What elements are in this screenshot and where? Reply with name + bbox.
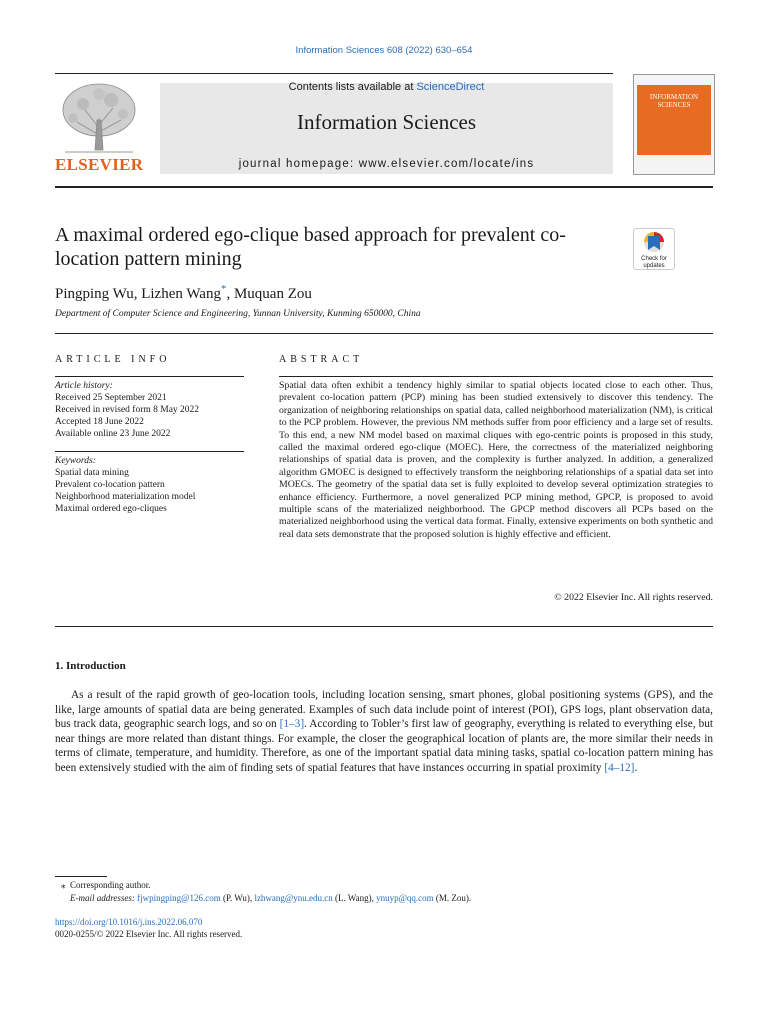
email-link[interactable]: fjwpingping@126.com [137,893,221,903]
abstract-bottom-rule [55,626,713,627]
keyword: Maximal ordered ego-cliques [55,504,167,514]
sciencedirect-link[interactable]: ScienceDirect [416,81,485,93]
keywords: Keywords: Spatial data mining Prevalent co-location pattern Neighborhood materialization model Maximal ordered ego-cliques [55,455,245,515]
citation-link[interactable]: [1–3] [279,718,305,731]
abstract-text: Spatial data often exhibit a tendency highly similar to spatial objects located close to each other. Thus, prevalent co-location pattern (PCP) mining has been studied extensively to discover this tendency. The organization of neighboring relationships on spatial data, called neighborhood materialization (NM), is critical to the PCP problem. However, the previous NM methods suffer from poor efficiency and a large set of results. To this end, a new NM model based on maximal cliques with ego-centric points is proposed in this study, called the maximal ordered ego-clique (MOEC). Here, the correctness of the materialized neighboring relationships of spatial data is proven, and the complexity is further analyzed. In addition, a generalized algorithm GMOEC is designed to effectively transform the neighboring relationships of a spatial data set into MOECs. The geometry of the spatial data set is fully exploited to develop several optimization strategies to enhance efficiency. Furthermore, a novel generalized PCP mining method, GPCP, is proposed to avoid multiple scans of the materialized neighborhood. The GPCP method discovers all PCPs based on the materialized neighborhood using the vertical data format. Finally, extensive experiments on both synthetic and real data sets demonstrate that the proposed solution is highly effective and efficient. [279,380,713,540]
keyword: Spatial data mining [55,468,129,478]
header-top-rule [55,73,613,74]
email-footnote: E-mail addresses: fjwpingping@126.com (P. Wu), lzhwang@ynu.edu.cn (L. Wang), ynuyp@qq.com (M. Zou). [70,893,472,903]
crossmark-label: Check for updates [641,256,667,269]
journal-homepage[interactable]: journal homepage: www.elsevier.com/locate/ins [238,158,535,170]
header-bottom-rule [55,186,713,188]
journal-citation[interactable]: Information Sciences 608 (2022) 630–654 [295,45,473,56]
article-info-heading: ARTICLE INFO [55,354,171,365]
keyword: Neighborhood materialization model [55,492,196,502]
crossmark-icon [634,229,674,257]
corresponding-author-footnote: ⁎ Corresponding author. [61,880,151,890]
citation-link[interactable]: [4–12] [604,761,635,774]
article-info-rule [55,376,244,377]
author-list: Pingping Wu, Lizhen Wang*, Muquan Zou [55,283,312,302]
article-history: Article history: Received 25 September 2021 Received in revised form 8 May 2022 Accepted 18 June 2022 Available online 23 June 2022 [55,381,200,439]
section-heading-introduction: 1. Introduction [55,660,126,672]
footnote-rule [55,876,107,877]
abstract-rule [279,376,713,377]
journal-cover-thumbnail[interactable] [633,74,715,175]
elsevier-wordmark: ELSEVIER [55,155,144,174]
contents-availability: Contents lists available at ScienceDirect [288,81,485,93]
doi-link[interactable]: https://doi.org/10.1016/j.ins.2022.06.070 [55,917,203,927]
author-name: Muquan Zou [233,286,312,302]
author-name: Pingping Wu [55,286,134,302]
keyword: Prevalent co-location pattern [55,480,165,490]
check-for-updates-badge[interactable] [633,228,675,270]
introduction-paragraph: As a result of the rapid growth of geo-location tools, including location sensing, smart phones, global positioning systems (GPS), and the like, large amounts of spatial data are being generated. Examples of such data include point of interest (POI), GPS logs, plant observation data, bus track data, geographic search logs, and so on [1–3]. According to Tobler’s first law of geography, everything is related to everything else, but near things are more related than distant things. For example, the closer the geographical location of plants are, the more similar their needs in terms of climate, temperature, and humidity. Therefore, as one of the important spatial data mining tasks, spatial co-location pattern mining has been extensively studied with the aim of finding sets of spatial features that have instances occurring in spatial proximity [4–12]. [55,689,714,774]
affiliation: Department of Computer Science and Engineering, Yunnan University, Kunming 650000, China [55,309,421,319]
title-rule [55,333,713,334]
keywords-rule [55,451,244,452]
abstract-copyright: © 2022 Elsevier Inc. All rights reserved. [554,592,713,603]
cover-title: INFORMATION SCIENCES [649,93,699,109]
abstract-heading: ABSTRACT [279,354,364,365]
journal-title: Information Sciences [296,110,477,134]
author-name: Lizhen Wang [141,286,221,302]
paper-title: A maximal ordered ego-clique based approach for prevalent co-location pattern mining [55,224,566,270]
corresponding-author-mark[interactable]: * [220,283,227,295]
issn-line: 0020-0255/© 2022 Elsevier Inc. All rights reserved. [55,929,243,939]
email-link[interactable]: lzhwang@ynu.edu.cn [254,893,333,903]
email-link[interactable]: ynuyp@qq.com [376,893,434,903]
